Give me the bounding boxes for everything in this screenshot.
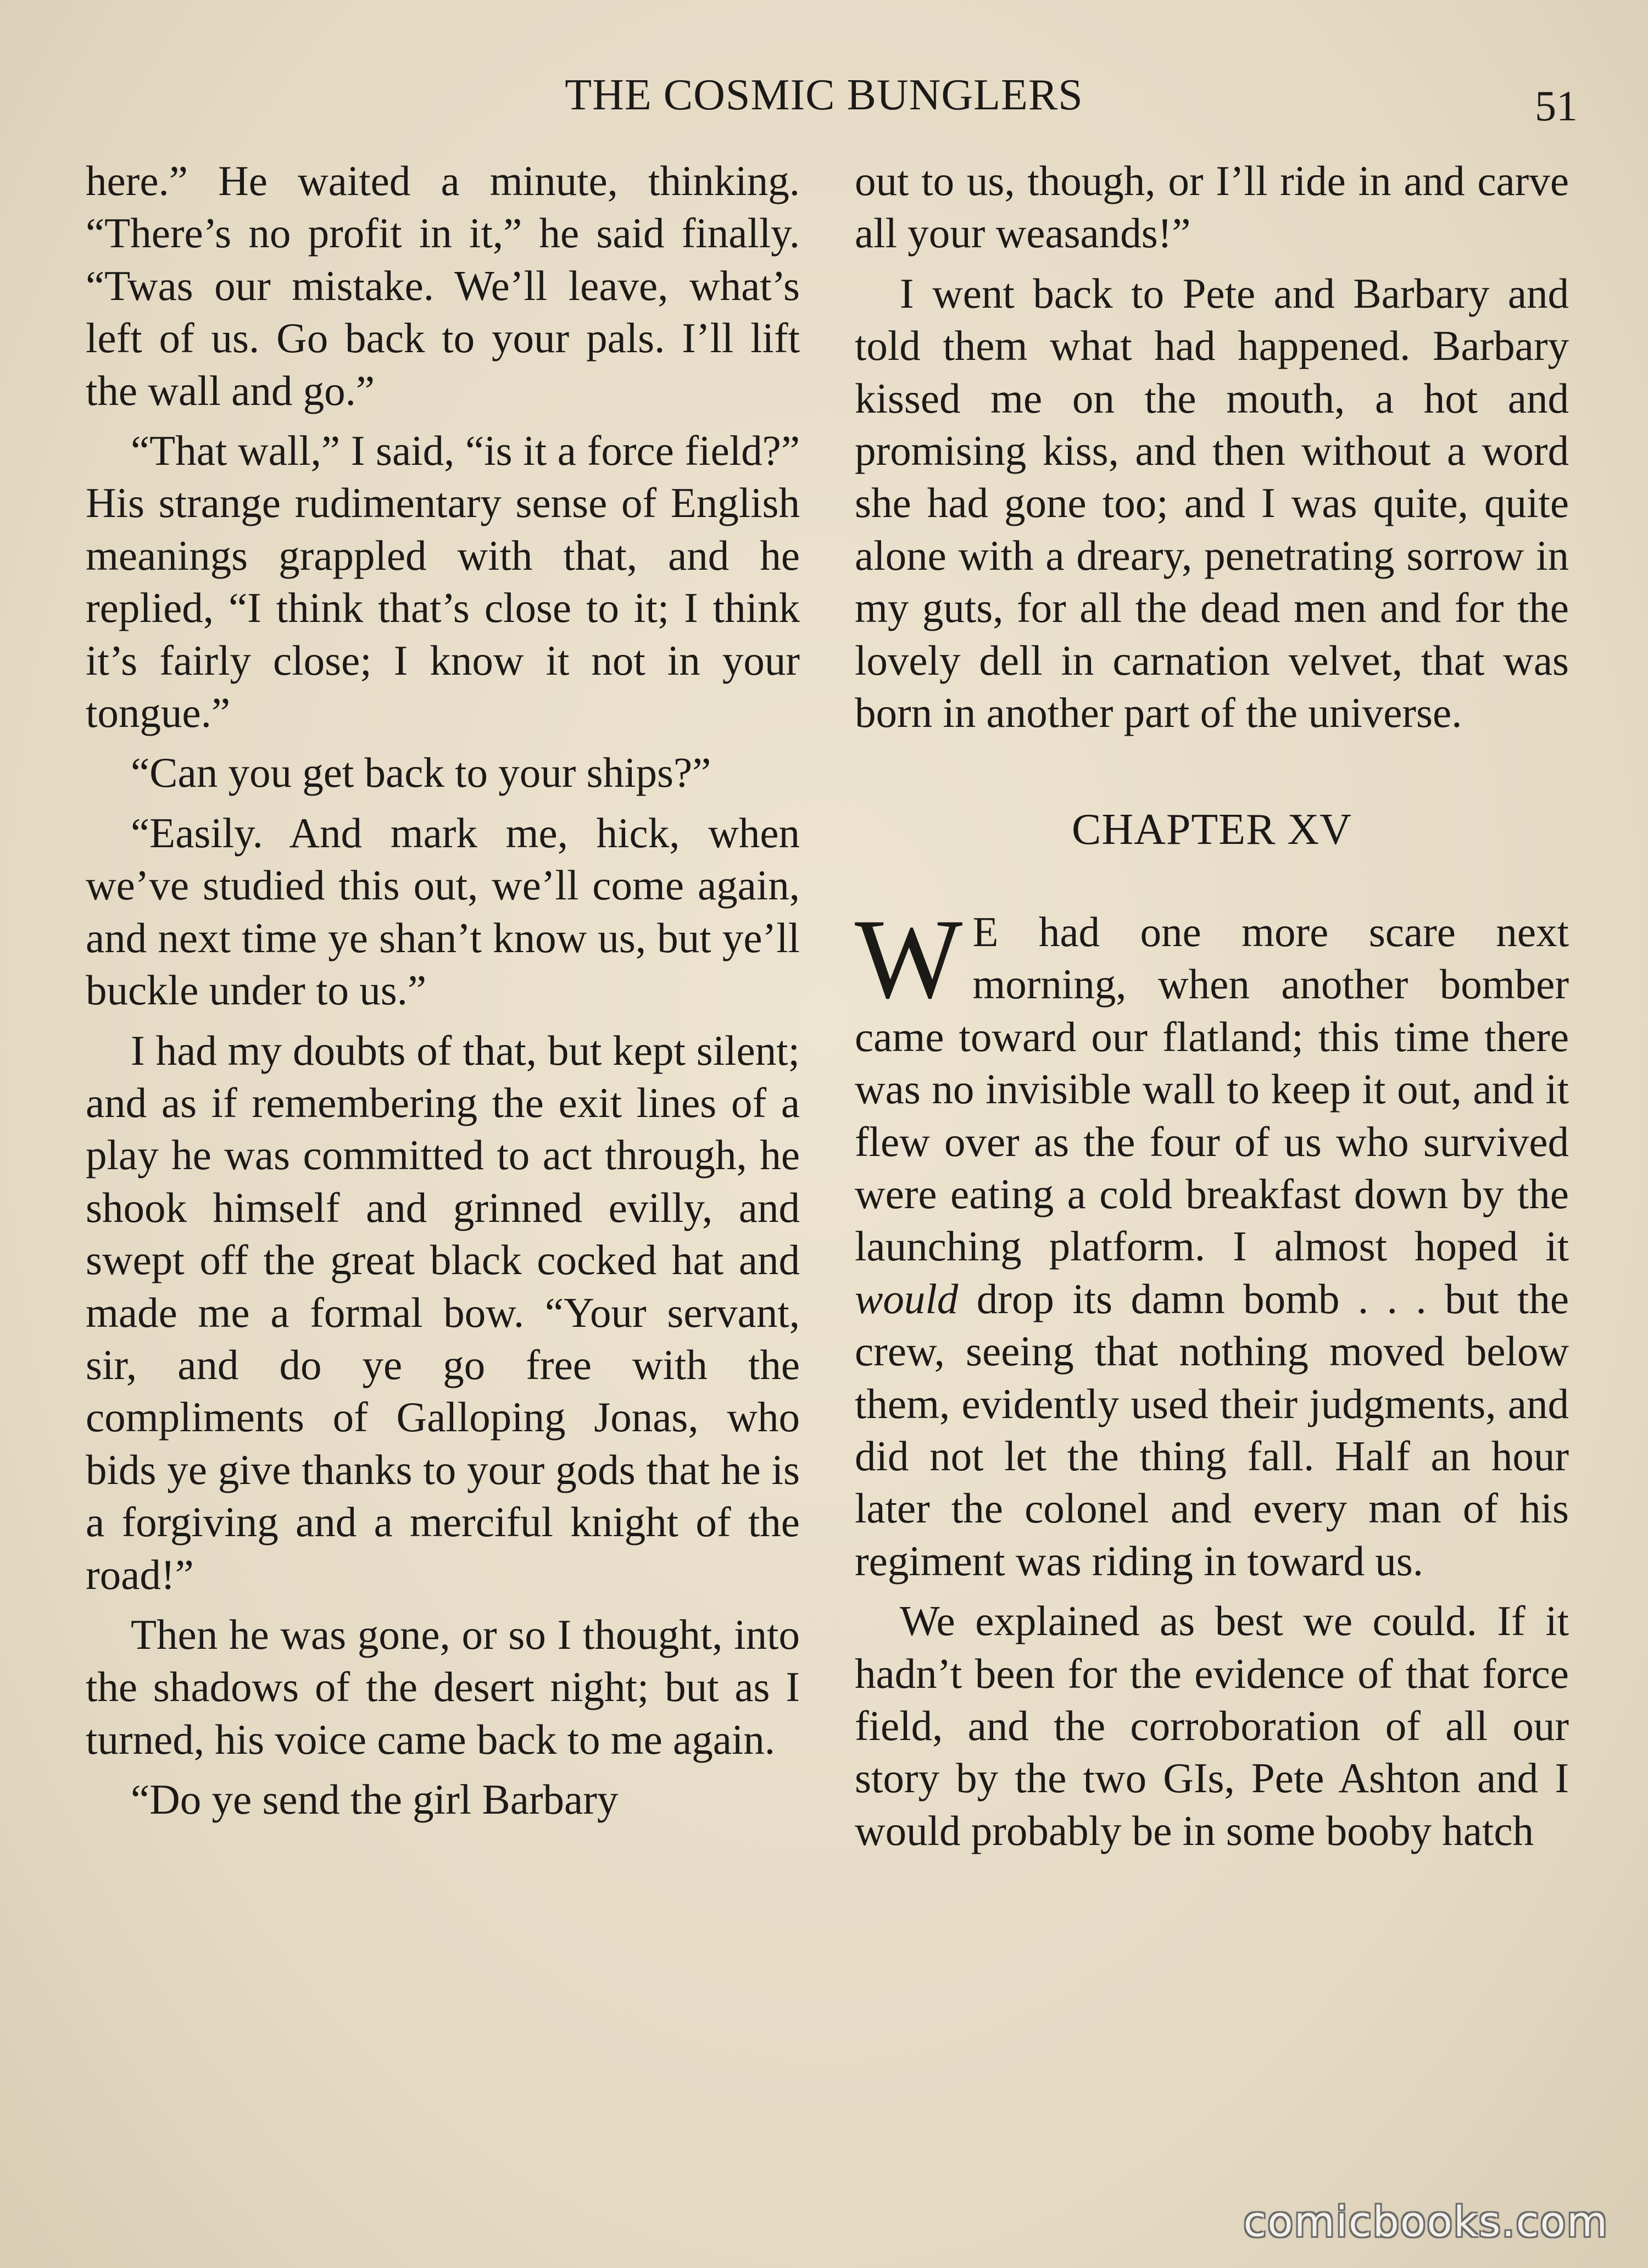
paragraph: “That wall,” I said, “is it a force field?” His strange rudimentary sense of English meanings grappled with that, and he replied, “I think that’s close to it; I think it’s fairly close; I know it not in your tongue.” [86, 427, 800, 737]
page-number: 51 [1535, 82, 1578, 130]
paragraph: “Can you get back to your ships?” [131, 749, 711, 797]
paragraph: I had my doubts of that, but kept silent; and as if remembering the exit lines of a play he was committed to act through, he shook himself and grinned evilly, and swept off the great black cocked hat and made me a formal bow. “Your servant, sir, and do ye go free with the compliments of Galloping Jonas, who bids ye give thanks to your gods that he is a forgiving and a merciful knight of the road!” [86, 1026, 800, 1598]
paragraph: “Easily. And mark me, hick, when we’ve studied this out, we’ll come again, and next time ye shan’t know us, but ye’ll buckle under to us.” [86, 809, 800, 1014]
chapter-heading: CHAPTER XV [1071, 805, 1352, 854]
left-column [86, 155, 800, 2188]
paragraph: out to us, though, or I’ll ride in and carve all your weasands!” [855, 157, 1569, 257]
paragraph: I went back to Pete and Barbary and told them what had happened. Barbary kissed me on the mouth, a hot and promising kiss, and then without a word she had gone too; and I was quite, quite alone with a dreary, penetrating sorrow in my guts, for all the dead men and for the lovely dell in carnation velvet, that was born in another part of the universe. [855, 269, 1569, 737]
drop-cap: W [855, 895, 963, 1022]
running-title: THE COSMIC BUNGLERS [565, 71, 1083, 119]
paragraph: “Do ye send the girl Barbary [131, 1776, 619, 1824]
paragraph: Then he was gone, or so I thought, into the shadows of the desert night; but as I turned, his voice came back to me again. [86, 1610, 800, 1763]
paragraph: here.” He waited a minute, thinking. “There’s no profit in it,” he said finally. “Twas our mistake. We’ll leave, what’s left of us. Go back to your pals. I’ll lift the wall and go.” [86, 157, 800, 414]
chapter-opening-paragraph [855, 895, 1569, 1587]
emphasized-word: would [855, 1275, 959, 1322]
chapter-opening-text-continued: drop its damn bomb . . . but the crew, seeing that nothing moved below them, evidently used their judgments, and did not let the thing fall. Half an hour later the colonel and every man of his regiment was riding in toward us. [855, 1275, 1569, 1585]
paragraph: We explained as best we could. If it hadn’t been for the evidence of that force field, and the corroboration of all our story by the two GIs, Pete Ashton and I would probably be in some booby hatch [855, 1597, 1569, 1854]
watermark-logo: comicbooks.com [1243, 2197, 1608, 2246]
chapter-opening-text: E had one more scare next morning, when another bomber came toward our flatland; this time there was no invisible wall to keep it out, and it flew over as the four of us who survived were eating a cold breakfast down by the launching platform. I almost hoped it [855, 908, 1569, 1270]
right-column [855, 155, 1569, 2188]
